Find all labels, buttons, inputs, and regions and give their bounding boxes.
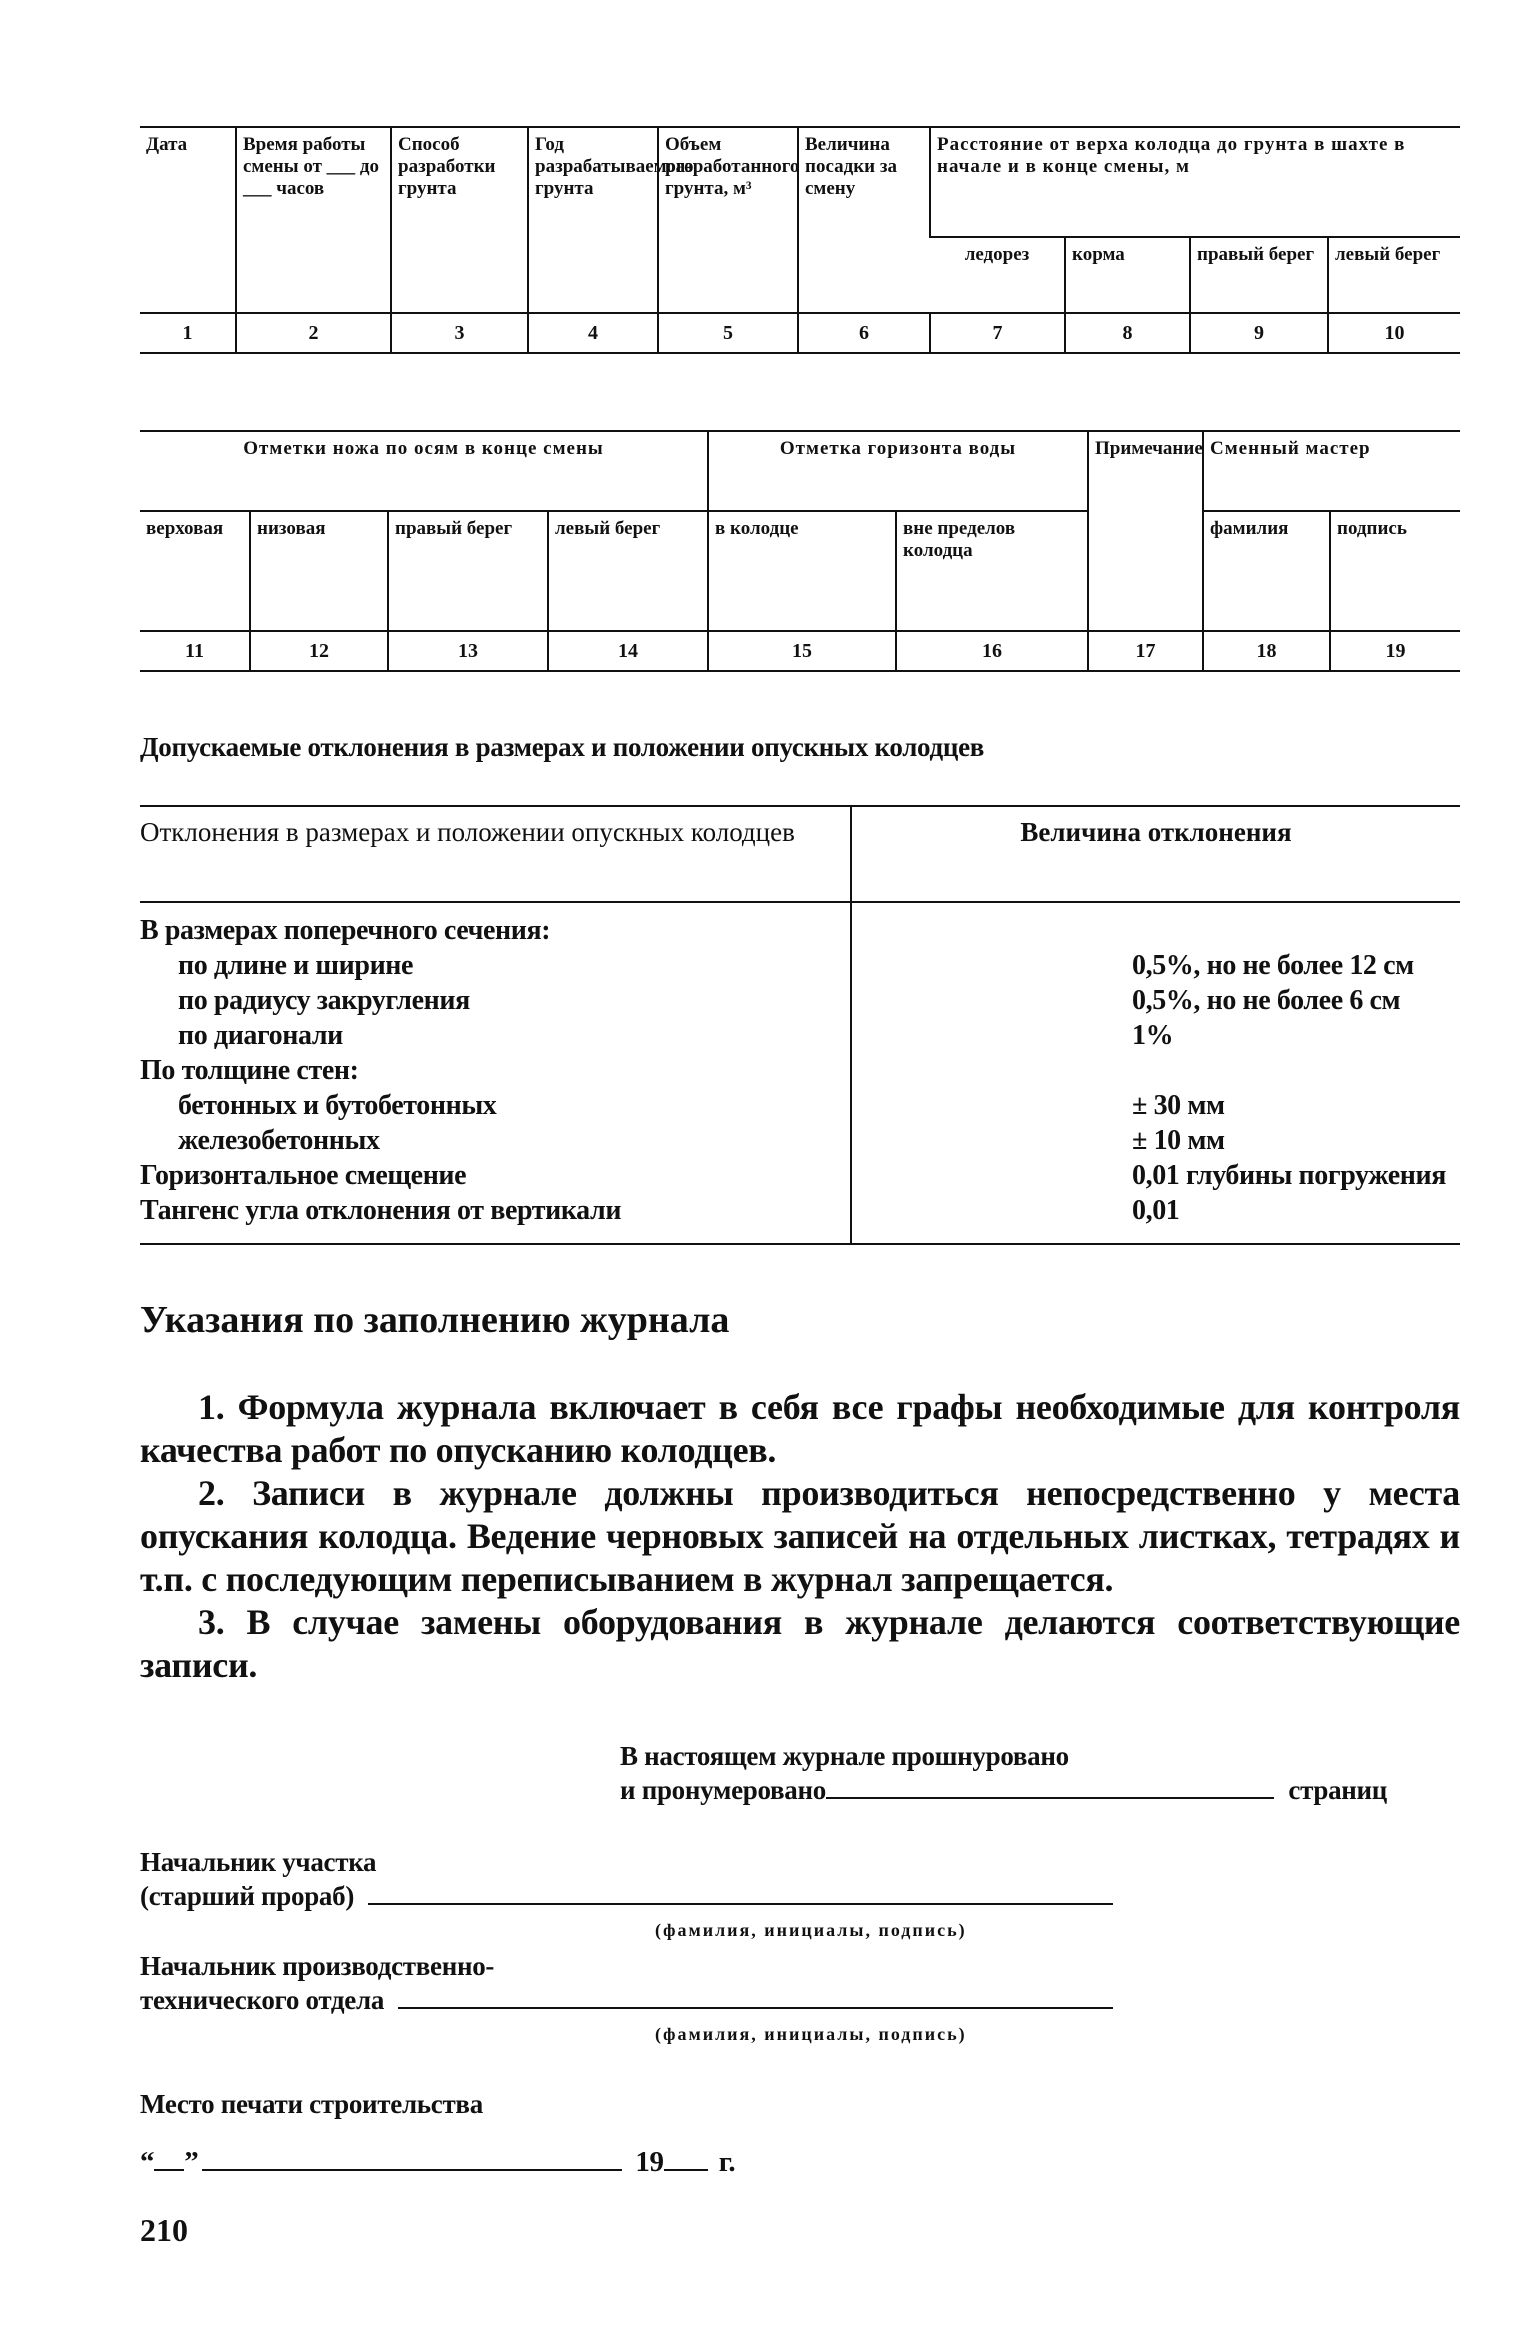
col-number: 8 [1065,313,1190,353]
col-number: 11 [140,631,250,671]
year-prefix: 19 [635,2146,664,2178]
col-number: 18 [1203,631,1330,671]
col-number: 4 [528,313,658,353]
signature-hint-2: (фамилия, инициалы, подпись) [655,2024,967,2044]
col-soil-year-header: Год разрабатываемого грунта [528,127,658,313]
deviation-row-value: 0,01 глубины погружения [1132,1160,1447,1191]
year-suffix: г. [718,2146,736,2178]
deviation-row-label: В размерах поперечного сечения: [140,915,551,946]
sub-in-well: в колодце [708,511,896,631]
col-shift-time-header: Время работы смены от ___ до ___ часов [236,127,391,313]
col-number: 13 [388,631,548,671]
col-settlement-header: Величина посадки за смену [798,127,930,313]
col-number: 15 [708,631,896,671]
stamp-place: Место печати строительства [140,2089,483,2119]
sub-downstream: низовая [250,511,388,631]
deviation-row-label: по радиусу закругления [178,985,470,1016]
sub-stern: корма [1065,237,1190,313]
sub-icebreaker: ледорез [930,237,1065,313]
sub-right-bank: правый берег [1190,237,1328,313]
sub-surname: фамилия [1203,511,1330,631]
journal-table-1 [140,126,1460,354]
chief-title-2: (старший прораб) [140,1881,355,1911]
sub-left-bank: левый берег [548,511,708,631]
deviation-row-value [1132,1053,1460,1088]
deviation-row-label: Горизонтальное смещение [140,1160,467,1191]
deviation-row-value: ± 30 мм [1132,1090,1225,1121]
date-close-quote: ” [184,2146,199,2178]
deviation-row-value: 0,5%, но не более 6 см [1132,985,1401,1016]
col-number: 7 [930,313,1065,353]
year-blank [664,2147,708,2171]
deviation-values [852,903,1460,1243]
journal-table-2 [140,430,1460,672]
deviations-table [140,805,1460,1245]
col-number: 16 [896,631,1088,671]
deviation-row-value: 0,01 [1132,1195,1180,1226]
numbered-pages-line [620,1774,1460,1806]
chief-signature-blank [368,1881,1113,1905]
deviation-row-value: 0,5%, но не более 12 см [1132,950,1414,981]
instruction-item: 1. Формула журнала включает в себя все графы необходимые для контроля качества работ по опусканию колодцев. [140,1387,1460,1470]
col-distance-header: Расстояние от верха колодца до грунта в шахте в начале и в конце смены, м [930,127,1460,237]
deviation-row-value [1132,913,1460,948]
day-blank [154,2147,184,2171]
col-number: 2 [236,313,391,353]
sub-outside-well: вне пределов колодца [896,511,1088,631]
col-number: 17 [1088,631,1203,671]
col-number: 9 [1190,313,1328,353]
deviations-col-header: Отклонения в размерах и положении опускных колодцев [140,807,852,901]
instruction-item: 2. Записи в журнале должны производиться непосредственно у места опускания колодца. Ведение черновых записей на отдельных листках, тетрадях и т.п. с последующим переписыванием в журнал запрещается. [140,1473,1460,1599]
water-level-group: Отметка горизонта воды [708,431,1088,511]
col-number: 1 [140,313,236,353]
pages-count-blank [826,1777,1274,1799]
col-number: 14 [548,631,708,671]
instruction-item: 3. В случае замены оборудования в журнале делаются соответствующие записи. [140,1602,1460,1685]
month-blank [202,2147,622,2171]
deviations-title: Допускаемые отклонения в размерах и положении опускных колодцев [140,732,985,762]
deviation-row-label: по длине и ширине [178,950,414,981]
deviation-row-value: ± 10 мм [1132,1125,1225,1156]
deviation-row-label: бетонных и бутобетонных [178,1090,497,1121]
col-number: 3 [391,313,528,353]
chief-title-1: Начальник участка [140,1847,377,1877]
date-open-quote: “ [140,2146,155,2178]
pto-signature-blank [398,1985,1113,2009]
pto-title-2: технического отдела [140,1985,385,2015]
col-volume-header: Объем разработанного грунта, м³ [658,127,798,313]
col-date-header: Дата [146,134,188,155]
deviation-row-value: 1% [1132,1020,1174,1051]
chief-title-2-row [140,1880,1113,1912]
instructions-text [140,1386,1460,1687]
value-col-header: Величина отклонения [1020,817,1292,847]
deviation-row-label: железобетонных [178,1125,380,1156]
deviation-labels [140,903,852,1243]
page-number: 210 [140,2212,188,2248]
knife-marks-group: Отметки ножа по осям в конце смены [243,438,604,459]
pto-title-2-row [140,1984,1113,2016]
sub-upstream: верховая [140,511,250,631]
col-number: 5 [658,313,798,353]
sub-right-bank: правый берег [388,511,548,631]
numbered-label: и пронумеровано [620,1775,826,1805]
sub-signature: подпись [1330,511,1460,631]
pto-title-1: Начальник производственно- [140,1951,495,1981]
col-method-header: Способ разработки грунта [391,127,528,313]
col-number: 6 [798,313,930,353]
col-note-header: Примечание [1088,431,1203,631]
pages-suffix: страниц [1288,1775,1388,1805]
col-number: 12 [250,631,388,671]
shift-master-group: Сменный мастер [1203,431,1460,511]
deviation-row-label: Тангенс угла отклонения от вертикали [140,1195,622,1226]
sub-left-bank: левый берег [1328,237,1460,313]
deviation-row-label: по диагонали [178,1020,343,1051]
signature-hint-1: (фамилия, инициалы, подпись) [655,1920,967,1940]
instructions-title: Указания по заполнению журнала [140,1299,730,1341]
col-number: 19 [1330,631,1460,671]
date-line [140,2146,735,2178]
col-number: 10 [1328,313,1460,353]
laced-pages-line-1: В настоящем журнале прошнуровано [620,1741,1069,1771]
deviation-row-label: По толщине стен: [140,1055,359,1086]
